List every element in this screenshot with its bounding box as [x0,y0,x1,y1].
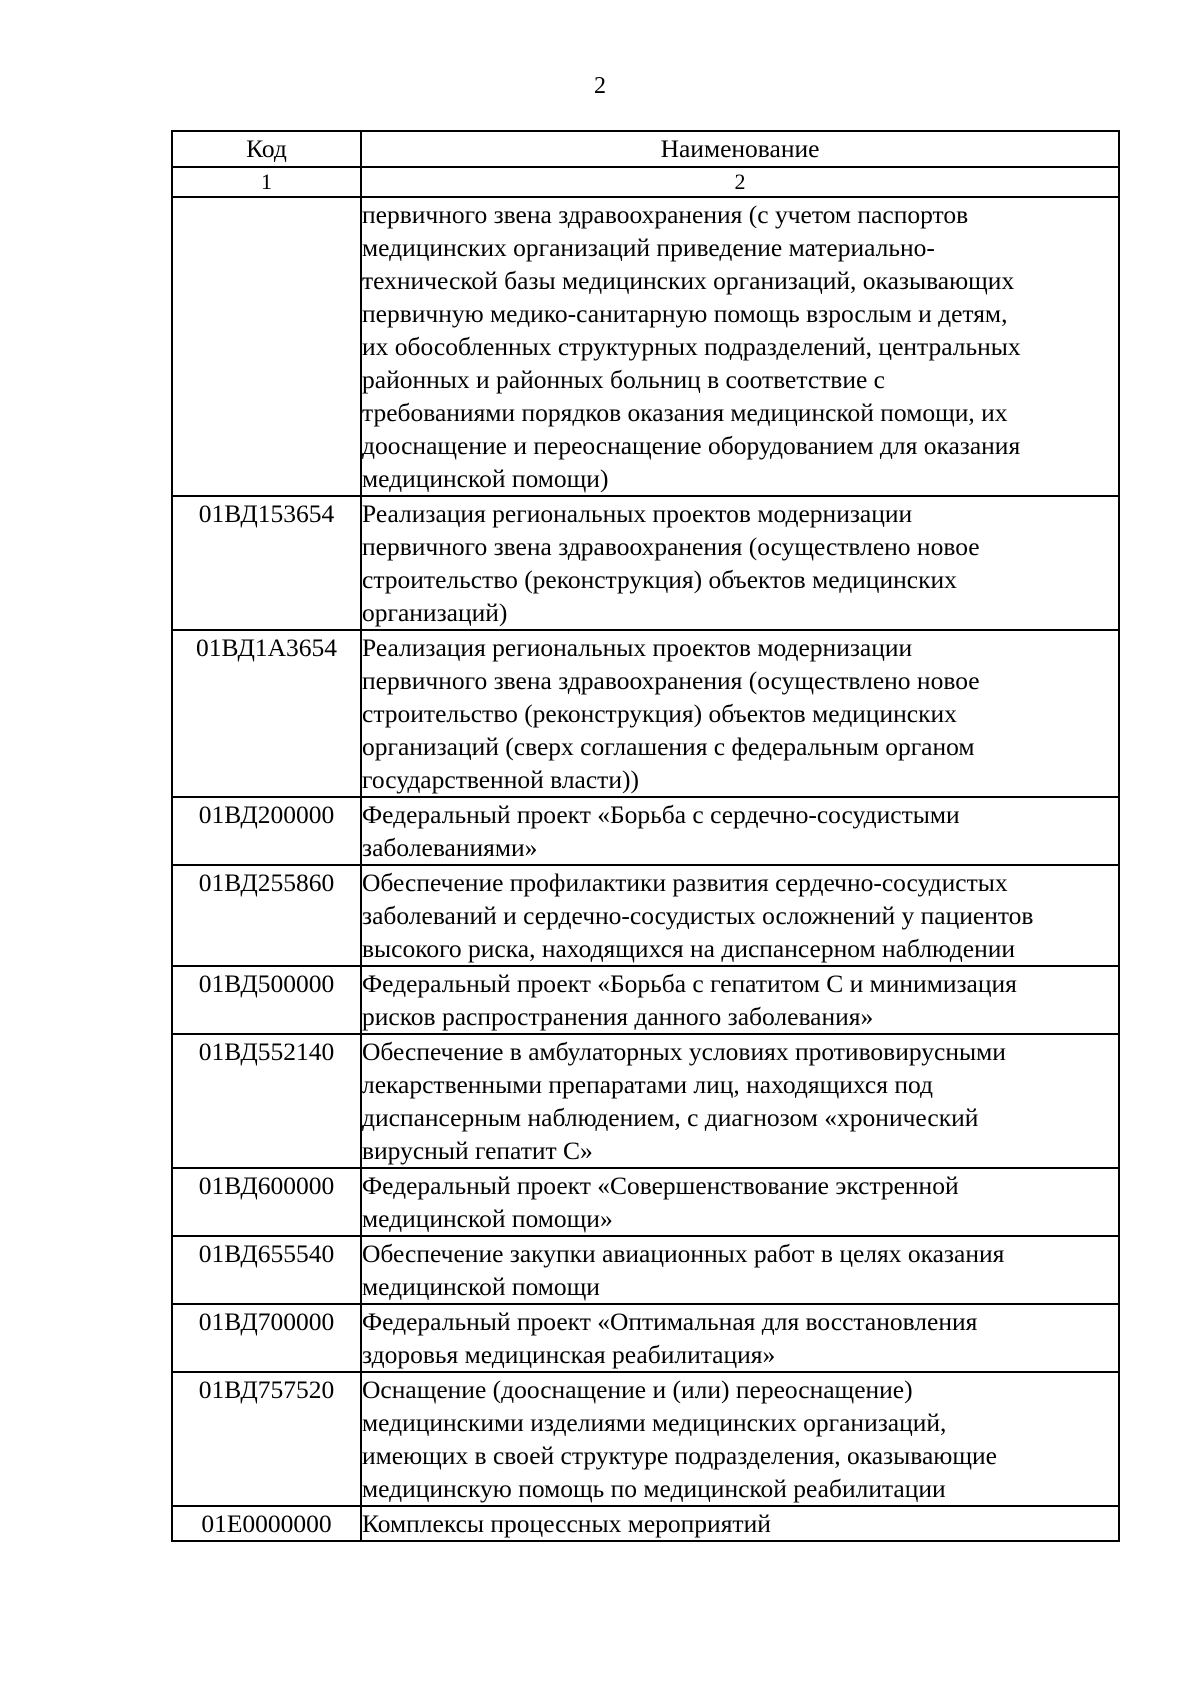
row-name-line: Федеральный проект «Борьба с сердечно-сосудистыми [362,800,960,829]
table-row [172,197,1119,496]
row-name-line: организаций) [362,598,508,627]
row-name-line: первичную медико-санитарную помощь взрослым и детям, [362,299,1008,328]
table-row [172,630,1119,797]
row-name-line: первичного звена здравоохранения (с учетом паспортов [362,200,969,229]
row-name-line: медицинской помощи) [362,464,609,493]
table-row [172,865,1119,966]
row-name [361,865,1119,966]
table-row [172,966,1119,1034]
row-code: 01ВД757520 [172,1372,361,1506]
row-name [361,197,1119,496]
row-name-line: высокого риска, находящихся на диспансерном наблюдении [362,934,1016,963]
row-name-line: Федеральный проект «Совершенствование экстренной [362,1171,959,1200]
row-name-line: заболеваниями» [362,833,538,862]
row-name-line: Оснащение (дооснащение и (или) переоснащение) [362,1375,913,1404]
row-name-line: строительство (реконструкция) объектов медицинских [362,699,957,728]
row-name [361,630,1119,797]
row-code: 01ВД700000 [172,1304,361,1372]
table-row [172,1034,1119,1168]
table-row [172,1236,1119,1304]
row-name [361,496,1119,630]
row-name-line: медицинскими изделиями медицинских организаций, [362,1408,947,1437]
row-code: 01ВД600000 [172,1168,361,1236]
column-number-code: 1 [172,167,361,197]
row-name-line: медицинских организаций приведение материально- [362,233,935,262]
row-code: 01ВД552140 [172,1034,361,1168]
row-name-line: заболеваний и сердечно-сосудистых осложнений у пациентов [362,901,1034,930]
row-name-line: государственной власти)) [362,765,639,794]
row-code [172,197,361,496]
table-row [172,1372,1119,1506]
row-name-line: Обеспечение закупки авиационных работ в целях оказания [362,1239,1005,1268]
row-name-line: Реализация региональных проектов модернизации [362,499,913,528]
row-name-line: строительство (реконструкция) объектов медицинских [362,565,957,594]
row-name-line: их обособленных структурных подразделений, центральных [362,332,1021,361]
row-name [361,1372,1119,1506]
row-name-line: диспансерным наблюдением, с диагнозом «хронический [362,1103,979,1132]
row-name-line: Обеспечение профилактики развития сердечно-сосудистых [362,868,1008,897]
row-name [361,797,1119,865]
row-name [361,1304,1119,1372]
row-name-line: технической базы медицинских организаций, оказывающих [362,266,1015,295]
row-code: 01ВД200000 [172,797,361,865]
row-name [361,1236,1119,1304]
row-name-line: медицинскую помощь по медицинской реабилитации [362,1474,946,1503]
row-name-line: первичного звена здравоохранения (осуществлено новое [362,666,980,695]
row-code: 01ВД153654 [172,496,361,630]
row-code: 01ВД655540 [172,1236,361,1304]
header-name: Наименование [361,131,1119,167]
row-name-line: требованиями порядков оказания медицинской помощи, их [362,398,1008,427]
row-name-line: Федеральный проект «Оптимальная для восстановления [362,1307,978,1336]
row-name-line: Реализация региональных проектов модернизации [362,633,913,662]
row-name-line: рисков распространения данного заболевания» [362,1002,874,1031]
row-code: 01ВД500000 [172,966,361,1034]
row-name-line: районных и районных больниц в соответствие с [362,365,885,394]
code-table [171,130,1120,1542]
row-name-line: имеющих в своей структуре подразделения, оказывающие [362,1441,997,1470]
column-number-name: 2 [361,167,1119,197]
row-name-line: первичного звена здравоохранения (осуществлено новое [362,532,980,561]
table-row [172,797,1119,865]
row-name-line: вирусный гепатит С» [362,1136,593,1165]
row-name [361,1034,1119,1168]
row-code: 01ВД255860 [172,865,361,966]
row-code: 01Е0000000 [172,1506,361,1541]
row-name-line: медицинской помощи» [362,1204,613,1233]
table-header-row [172,131,1119,167]
table-row [172,1506,1119,1541]
row-name-line: дооснащение и переоснащение оборудованием для оказания [362,431,1021,460]
row-name-line: организаций (сверх соглашения с федеральным органом [362,732,975,761]
row-name [361,966,1119,1034]
row-name-line: Обеспечение в амбулаторных условиях противовирусными [362,1037,1006,1066]
row-name-line: Комплексы процессных мероприятий [362,1509,771,1538]
table-row [172,1168,1119,1236]
row-name-line: медицинской помощи [362,1272,600,1301]
column-number-row [172,167,1119,197]
row-name [361,1506,1119,1541]
table-row [172,496,1119,630]
table-row [172,1304,1119,1372]
row-name [361,1168,1119,1236]
header-code: Код [172,131,361,167]
page-number: 2 [594,73,606,99]
row-name-line: Федеральный проект «Борьба с гепатитом С и минимизация [362,969,1017,998]
row-name-line: здоровья медицинская реабилитация» [362,1340,776,1369]
row-name-line: лекарственными препаратами лиц, находящихся под [362,1070,933,1099]
row-code: 01ВД1А3654 [172,630,361,797]
